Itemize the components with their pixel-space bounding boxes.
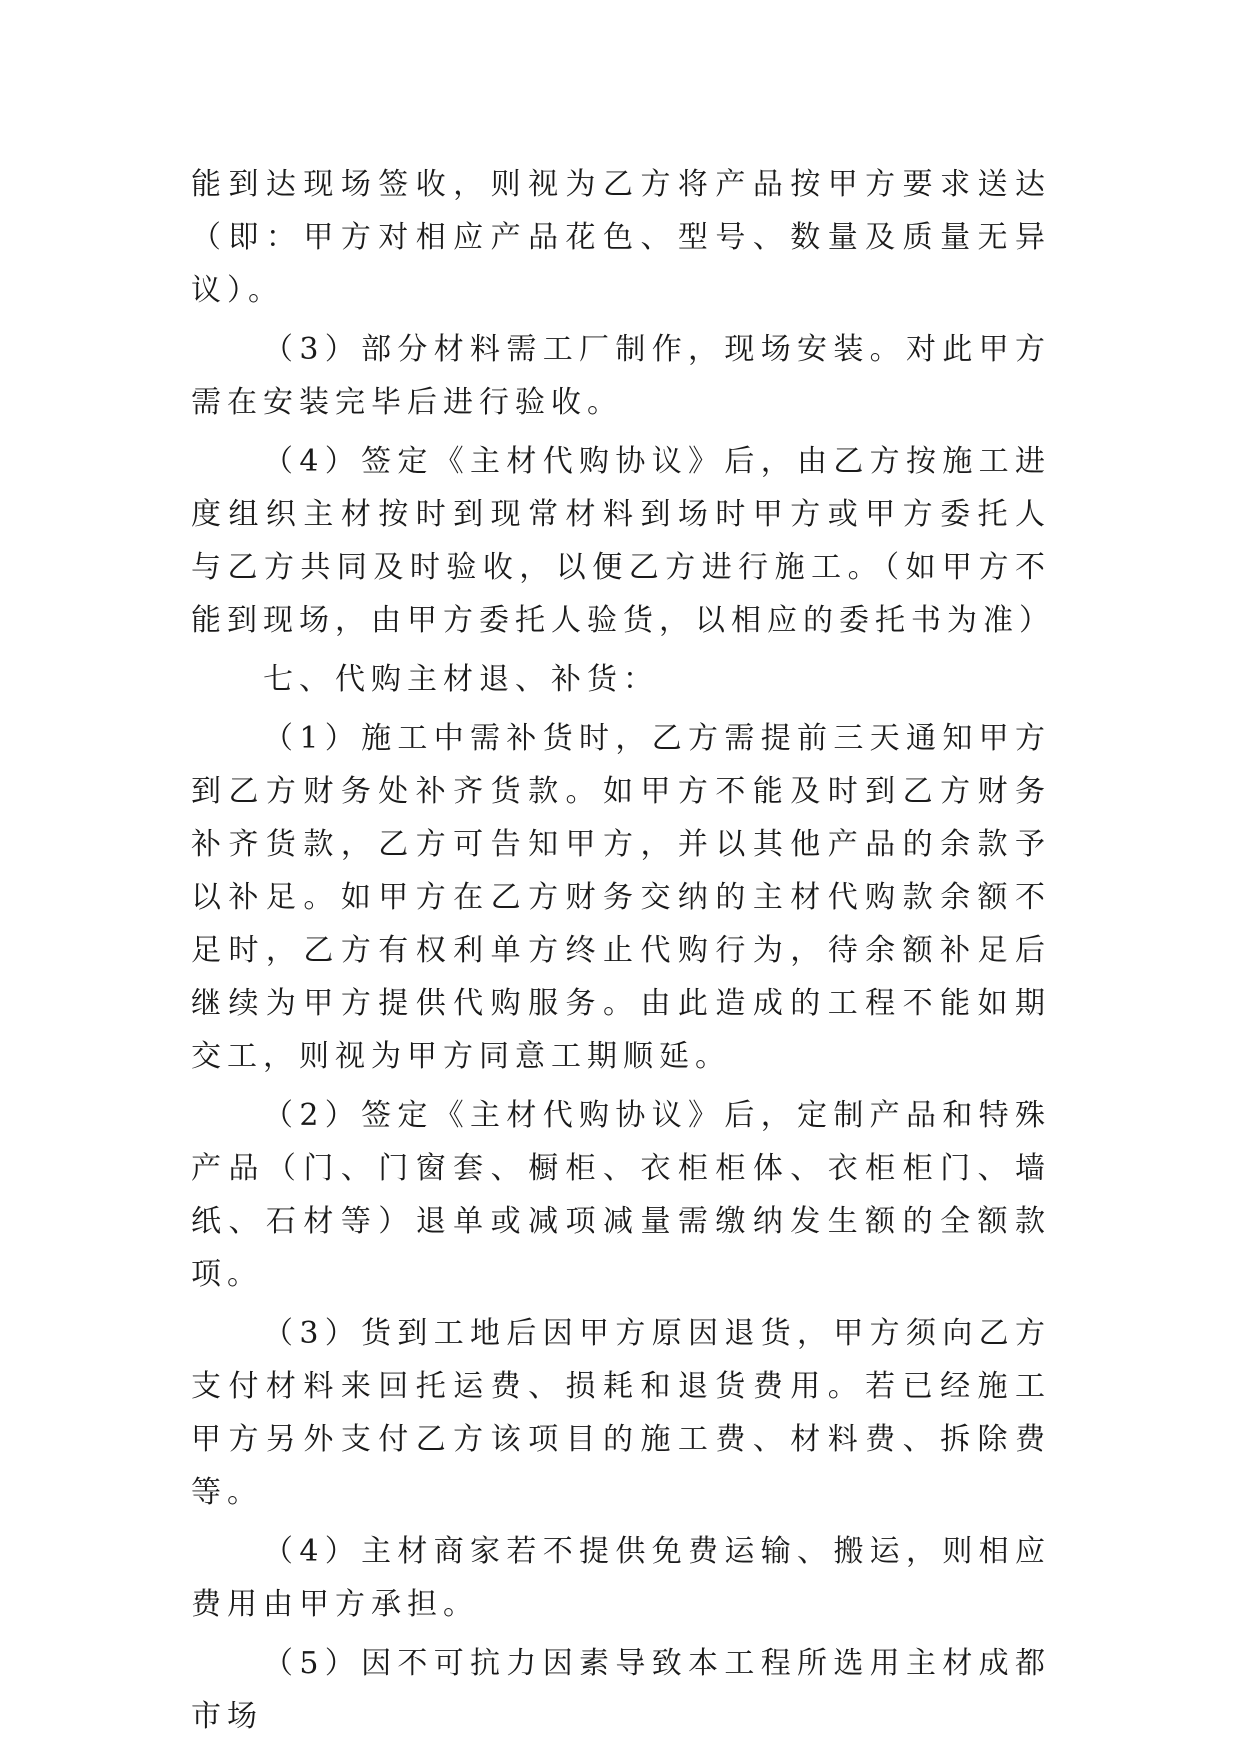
paragraph-item-4-transport: （4）主材商家若不提供免费运输、搬运，则相应费用由甲方承担。 xyxy=(191,1534,1051,1622)
paragraph-item-2-custom-products: （2）签定《主材代购协议》后，定制产品和特殊产品（门、门窗套、橱柜、衣柜柜体、衣柜柜门、墙纸、石材等）退单或减项减量需缴纳发生额的全额款项。 xyxy=(191,1098,1051,1292)
paragraph-item-5-force-majeure: （5）因不可抗力因素导致本工程所选用主材成都市场 xyxy=(191,1646,1051,1734)
paragraph-item-1-restock: （1）施工中需补货时，乙方需提前三天通知甲方到乙方财务处补齐货款。如甲方不能及时到乙方财务补齐货款，乙方可告知甲方，并以其他产品的余款予以补足。如甲方在乙方财务交纳的主材代购款余额不足时，乙方有权利单方终止代购行为，待余额补足后继续为甲方提供代购服务。由此造成的工程不能如期交工，则视为甲方同意工期顺延。 xyxy=(191,721,1051,1074)
paragraph-item-3-returns: （3）货到工地后因甲方原因退货，甲方须向乙方支付材料来回托运费、损耗和退货费用。若已经施工甲方另外支付乙方该项目的施工费、材料费、拆除费等。 xyxy=(191,1316,1051,1510)
section-heading-7: 七、代购主材退、补货： xyxy=(263,662,659,697)
paragraph-continuation: 能到达现场签收，则视为乙方将产品按甲方要求送达（即：甲方对相应产品花色、型号、数量及质量无异议）。 xyxy=(191,167,1051,308)
document-body xyxy=(191,158,1055,1749)
paragraph-item-3-installation: （3）部分材料需工厂制作，现场安装。对此甲方需在安装完毕后进行验收。 xyxy=(191,332,1051,420)
paragraph-item-4-acceptance: （4）签定《主材代购协议》后，由乙方按施工进度组织主材按时到现常材料到场时甲方或甲方委托人与乙方共同及时验收，以便乙方进行施工。（如甲方不能到现场，由甲方委托人验货，以相应的委托书为准） xyxy=(191,444,1055,638)
